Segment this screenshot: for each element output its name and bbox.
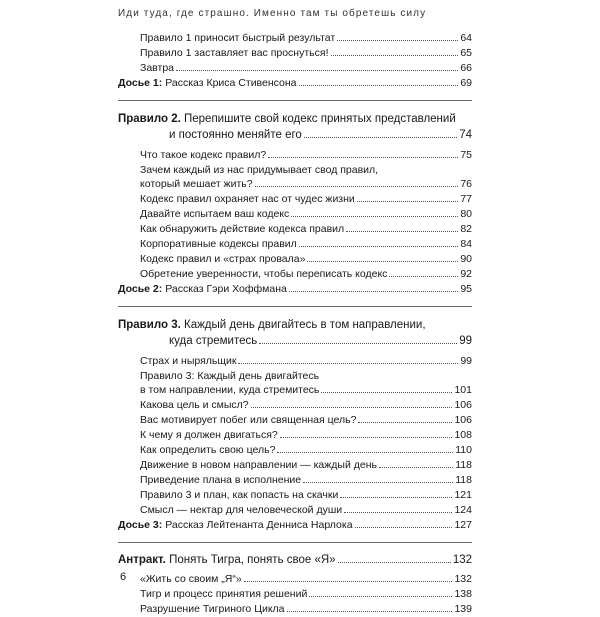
table-of-contents: [118, 31, 472, 617]
dossier-label: Досье 3:: [118, 519, 163, 531]
entry-title: Что такое кодекс правил?: [140, 149, 267, 161]
entracte-title: Понять Тигра, понять свое «Я»: [169, 554, 336, 566]
entry-title: Движение в новом направлении — каждый день: [140, 459, 377, 471]
entracte-heading: [118, 553, 472, 568]
toc-entry: [118, 572, 472, 587]
entry-title: Кодекс правил охраняет нас от чудес жизни: [140, 193, 355, 205]
rule-heading-cont: [118, 333, 472, 350]
entry-title: Давайте испытаем ваш кодекс: [140, 208, 290, 220]
toc-entry: [118, 61, 472, 76]
entry-title: Какова цель и смысл?: [140, 399, 249, 411]
rule-heading: [118, 111, 472, 127]
entry-title: Завтра: [140, 62, 175, 74]
entry-page: 101: [454, 384, 472, 396]
section-divider: [118, 100, 472, 101]
entry-title-line1: Правило 3: Каждый день двигайтесь: [140, 370, 320, 382]
section-divider: [118, 542, 472, 543]
entry-page: 108: [454, 429, 472, 441]
rule-label: Правило 2.: [118, 113, 181, 125]
dossier-page: 69: [460, 77, 472, 89]
running-head: Иди туда, где страшно. Именно там ты обретешь силу: [118, 8, 427, 19]
toc-entry: [118, 31, 472, 46]
toc-entry: [118, 267, 472, 282]
toc-entry: [118, 192, 472, 207]
entry-page: 118: [455, 459, 472, 471]
entry-page: 66: [460, 62, 472, 74]
entry-page: 110: [455, 444, 472, 456]
dossier-title: Рассказ Лейтенанта Денниса Нарлока: [165, 519, 353, 531]
toc-entry: [118, 148, 472, 163]
entry-page: 139: [454, 603, 472, 615]
dossier-entry: [118, 76, 472, 91]
entry-page: 80: [460, 208, 472, 220]
entry-title: Правило 1 заставляет вас проснуться!: [140, 47, 329, 59]
entry-page: 64: [460, 32, 472, 44]
entry-page: 75: [460, 149, 472, 161]
entry-title: Как определить свою цель?: [140, 444, 276, 456]
dossier-entry: [118, 282, 472, 297]
entracte-page: 132: [452, 554, 472, 566]
rule-heading-cont: [118, 127, 472, 144]
dossier-title: Рассказ Гэри Хоффмана: [165, 283, 287, 295]
toc-entry: [118, 46, 472, 61]
entry-page: 82: [460, 223, 472, 235]
dossier-entry: [118, 518, 472, 533]
toc-entry: [118, 473, 472, 488]
entry-page: 106: [454, 399, 472, 411]
entry-title: Страх и ныряльщик: [140, 355, 237, 367]
dossier-page: 95: [460, 283, 472, 295]
toc-entry: [118, 354, 472, 369]
dossier-title: Рассказ Криса Стивенсона: [165, 77, 297, 89]
dossier-label: Досье 1:: [118, 77, 163, 89]
toc-entry: [118, 458, 472, 473]
entry-page: 118: [455, 474, 472, 486]
page-number: 6: [120, 571, 127, 583]
toc-entry: [118, 207, 472, 222]
toc-entry: [118, 428, 472, 443]
entry-title: Правило 1 приносит быстрый результат: [140, 32, 336, 44]
rule-title-line2: куда стремитесь: [169, 335, 258, 347]
entry-page: 77: [460, 193, 472, 205]
entry-title: Приведение плана в исполнение: [140, 474, 302, 486]
entry-title: Как обнаружить действие кодекса правил: [140, 223, 345, 235]
entry-title: Кодекс правил и «страх провала»: [140, 253, 306, 265]
toc-entry: [118, 398, 472, 413]
entry-title: Тигр и процесс принятия решений: [140, 588, 308, 600]
entry-page: 124: [454, 504, 472, 516]
rule-title-line2: и постоянно меняйте его: [169, 129, 302, 141]
toc-entry: [118, 413, 472, 428]
entry-title: Разрушение Тигриного Цикла: [140, 603, 285, 615]
section-divider: [118, 306, 472, 307]
toc-entry: [118, 237, 472, 252]
entry-page: 132: [454, 573, 472, 585]
entry-title-line1: Зачем каждый из нас придумывает свод правил,: [140, 164, 379, 176]
toc-entry: [118, 602, 472, 617]
entry-page: 99: [460, 355, 472, 367]
entry-page: 90: [460, 253, 472, 265]
rule-title-line1: Перепишите свой кодекс принятых представлений: [184, 113, 456, 125]
rule-title-line1: Каждый день двигайтесь в том направлении,: [184, 319, 426, 331]
toc-entry: [118, 177, 472, 192]
entry-title: Смысл — нектар для человеческой души: [140, 504, 343, 516]
entry-title: Правило 3 и план, как попасть на скачки: [140, 489, 339, 501]
toc-entry: [118, 252, 472, 267]
toc-entry: [118, 383, 472, 398]
entracte-label: Антракт.: [118, 554, 166, 566]
toc-entry: [118, 443, 472, 458]
entry-page: 106: [454, 414, 472, 426]
rule-heading: [118, 317, 472, 333]
dossier-label: Досье 2:: [118, 283, 163, 295]
entry-title: который мешает жить?: [140, 178, 253, 190]
toc-entry: [118, 222, 472, 237]
entry-page: 65: [460, 47, 472, 59]
entry-title: «Жить со своим „Я“»: [140, 573, 242, 585]
entry-page: 84: [460, 238, 472, 250]
rule-label: Правило 3.: [118, 319, 181, 331]
rule-page: 74: [459, 129, 472, 141]
dossier-page: 127: [454, 519, 472, 531]
entry-title: Вас мотивирует побег или священная цель?: [140, 414, 357, 426]
entry-title: К чему я должен двигаться?: [140, 429, 278, 441]
entry-page: 121: [454, 489, 472, 501]
toc-entry: [118, 488, 472, 503]
entry-page: 76: [460, 178, 472, 190]
rule-page: 99: [459, 335, 472, 347]
entry-page: 138: [454, 588, 472, 600]
toc-entry: [118, 503, 472, 518]
entry-page: 92: [460, 268, 472, 280]
entry-title: Корпоративные кодексы правил: [140, 238, 297, 250]
entry-title: в том направлении, куда стремитесь: [140, 384, 320, 396]
entry-title: Обретение уверенности, чтобы переписать кодекс: [140, 268, 388, 280]
